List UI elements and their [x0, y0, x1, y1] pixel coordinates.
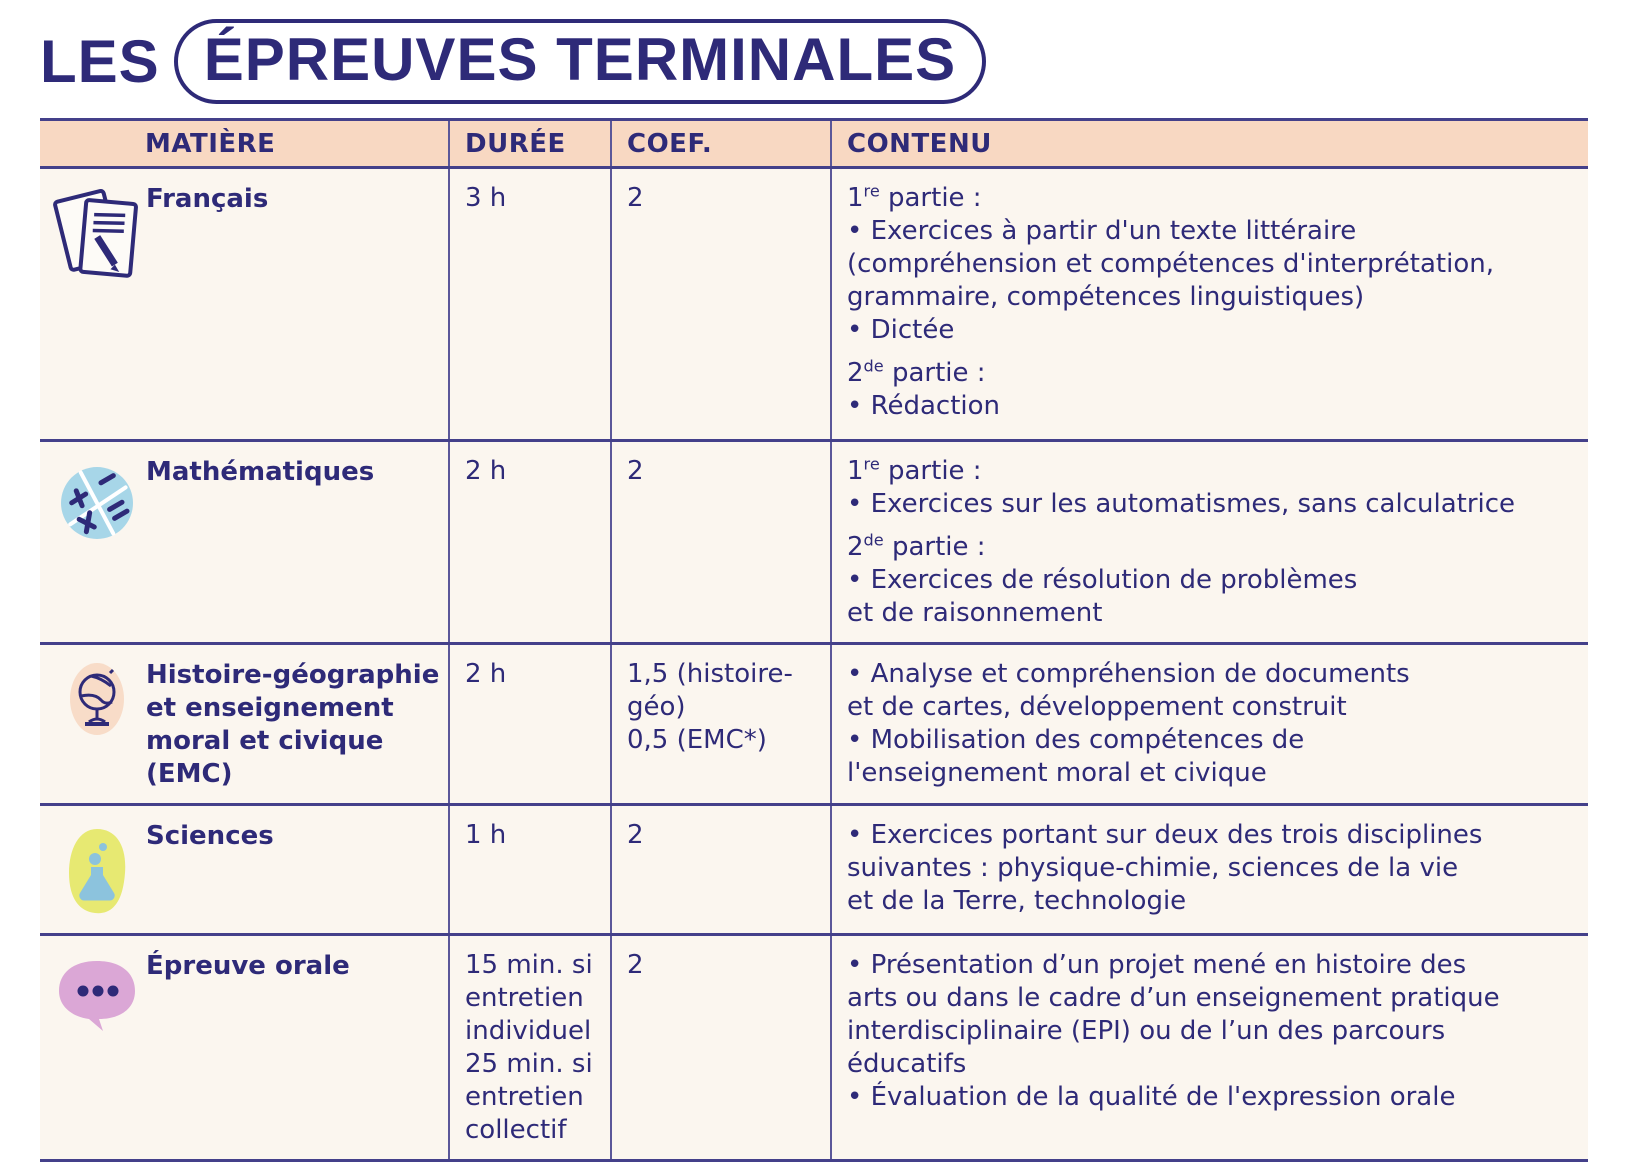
- text-line: 25 min. si: [465, 1049, 593, 1079]
- table-row: [40, 933, 1588, 1159]
- duration-cell: [448, 442, 610, 642]
- column-header-coef: COEF.: [610, 121, 830, 166]
- subject-label: [146, 455, 374, 630]
- text-line: 0,5 (EMC*): [627, 725, 767, 755]
- text-line: 2: [627, 820, 644, 850]
- text-line: 1re partie :: [847, 181, 982, 213]
- content-cell: [830, 806, 1588, 933]
- icon-box: [48, 658, 146, 791]
- subject-line: Histoire-géographie: [146, 660, 440, 690]
- icon-box: [48, 182, 146, 427]
- text-line: et de cartes, développement construit: [847, 692, 1347, 722]
- text-line: (compréhension et compétences d'interprétation,: [847, 249, 1494, 279]
- coefficient-cell: [610, 442, 830, 642]
- text-line: 2 h: [465, 456, 507, 486]
- text-line: • Mobilisation des compétences de: [847, 725, 1305, 755]
- text-line: 2: [627, 950, 644, 980]
- text-line: 3 h: [465, 183, 507, 213]
- subject-cell: [40, 169, 448, 439]
- text-line: 2: [627, 183, 644, 213]
- subject-label: [146, 658, 439, 791]
- text-line: l'enseignement moral et civique: [847, 758, 1267, 788]
- duration-cell: [448, 806, 610, 933]
- subject-label: [146, 182, 268, 427]
- text-line: interdisciplinaire (EPI) ou de l’un des parcours: [847, 1016, 1446, 1046]
- subject-line: Français: [146, 184, 269, 214]
- subject-line: moral et civique: [146, 726, 384, 756]
- text-line: 2 h: [465, 659, 507, 689]
- coefficient-cell: [610, 645, 830, 803]
- page-title: [40, 22, 986, 100]
- subject-line: Sciences: [146, 821, 274, 851]
- exams-table: [40, 118, 1588, 1162]
- duration-cell: [448, 936, 610, 1159]
- text-line: • Exercices de résolution de problèmes: [847, 565, 1358, 595]
- content-cell: [830, 169, 1588, 439]
- column-header-duree: DURÉE: [448, 121, 610, 166]
- text-line: géo): [627, 692, 686, 722]
- subject-label: [146, 949, 350, 1147]
- text-line: [847, 347, 1582, 357]
- text-line: • Analyse et compréhension de documents: [847, 659, 1410, 689]
- text-line: collectif: [465, 1115, 567, 1145]
- subject-line: et enseignement: [146, 693, 394, 723]
- text-line: individuel: [465, 1016, 592, 1046]
- content-cell: [830, 936, 1588, 1159]
- coefficient-cell: [610, 169, 830, 439]
- text-line: grammaire, compétences linguistiques): [847, 282, 1365, 312]
- column-header-matiere: MATIÈRE: [145, 128, 276, 159]
- icon-box: [48, 455, 146, 630]
- subject-line: Mathématiques: [146, 457, 375, 487]
- subject-line: Épreuve orale: [146, 951, 350, 981]
- text-line: arts ou dans le cadre d’un enseignement pratique: [847, 983, 1500, 1013]
- title-prefix: LES: [40, 27, 160, 95]
- text-line: • Dictée: [847, 315, 955, 345]
- table-row: [40, 803, 1588, 933]
- subject-cell: [40, 936, 448, 1159]
- text-line: 1,5 (histoire-: [627, 659, 793, 689]
- globe-icon: [51, 660, 143, 738]
- subject-label: [146, 819, 274, 921]
- text-line: et de la Terre, technologie: [847, 886, 1187, 916]
- speech-bubble-icon: [51, 951, 143, 1037]
- text-line: • Présentation d’un projet mené en histoire des: [847, 950, 1467, 980]
- subject-line: (EMC): [146, 759, 233, 789]
- text-line: 2: [627, 456, 644, 486]
- text-line: 2de partie :: [847, 530, 986, 562]
- text-line: • Évaluation de la qualité de l'expression orale: [847, 1082, 1456, 1112]
- coefficient-cell: [610, 936, 830, 1159]
- text-line: entretien: [465, 983, 584, 1013]
- icon-box: [48, 819, 146, 921]
- subject-cell: [40, 645, 448, 803]
- table-row: [40, 439, 1588, 642]
- text-line: 1 h: [465, 820, 507, 850]
- content-cell: [830, 645, 1588, 803]
- text-line: 1re partie :: [847, 454, 982, 486]
- text-line: • Rédaction: [847, 391, 1001, 421]
- calculator-icon: [51, 457, 143, 549]
- text-line: éducatifs: [847, 1049, 967, 1079]
- text-line: 2de partie :: [847, 356, 986, 388]
- coefficient-cell: [610, 806, 830, 933]
- table-header-row: [40, 121, 1588, 169]
- text-line: [847, 521, 1582, 531]
- text-line: • Exercices portant sur deux des trois disciplines: [847, 820, 1483, 850]
- table-row: [40, 169, 1588, 439]
- papers-pen-icon: [51, 184, 143, 288]
- text-line: entretien: [465, 1082, 584, 1112]
- table-row: [40, 642, 1588, 803]
- content-cell: [830, 442, 1588, 642]
- duration-cell: [448, 645, 610, 803]
- flask-icon: [51, 821, 143, 921]
- table-body: [40, 169, 1588, 1159]
- text-line: suivantes : physique-chimie, sciences de la vie: [847, 853, 1459, 883]
- text-line: • Exercices sur les automatismes, sans calculatrice: [847, 489, 1516, 519]
- subject-cell: [40, 806, 448, 933]
- column-header-contenu: CONTENU: [830, 121, 1588, 166]
- subject-cell: [40, 442, 448, 642]
- title-pill: ÉPREUVES TERMINALES: [174, 19, 986, 104]
- text-line: 15 min. si: [465, 950, 593, 980]
- text-line: • Exercices à partir d'un texte littéraire: [847, 216, 1357, 246]
- icon-box: [48, 949, 146, 1147]
- text-line: et de raisonnement: [847, 598, 1103, 628]
- duration-cell: [448, 169, 610, 439]
